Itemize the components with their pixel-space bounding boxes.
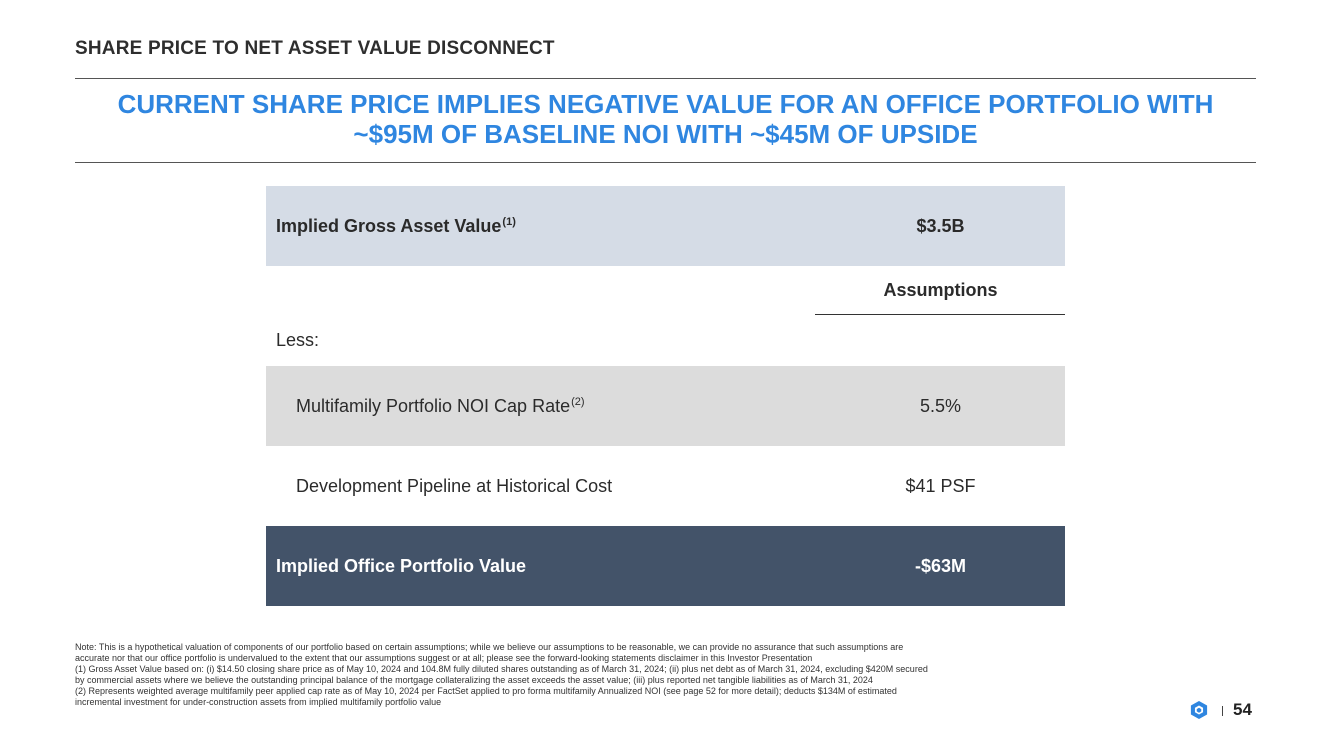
note-line: accurate nor that our office portfolio is undervalued to the extent that our assumptions suggest or at all; please see the forward-looking statements disclaimer in this Investor Presentation bbox=[75, 653, 813, 663]
note-line: (2) Represents weighted average multifamily peer applied cap rate as of May 10, 2024 per FactSet applied to pro forma multifamily Annualized NOI (see page 52 for more detail); deducts $134M of estimated bbox=[75, 686, 897, 696]
bottom-rule bbox=[75, 162, 1256, 163]
headline bbox=[75, 89, 1256, 149]
cap-rate-label bbox=[296, 396, 585, 417]
dev-pipeline-label: Development Pipeline at Historical Cost bbox=[296, 475, 613, 496]
footnotes bbox=[75, 642, 1185, 708]
cap-rate-value: 5.5% bbox=[919, 395, 962, 416]
section-title: SHARE PRICE TO NET ASSET VALUE DISCONNECT bbox=[75, 38, 555, 59]
footnote-ref-2: (2) bbox=[571, 395, 585, 408]
gross-asset-label-text: Implied Gross Asset Value bbox=[276, 215, 502, 236]
headline-line-1: CURRENT SHARE PRICE IMPLIES NEGATIVE VALUE FOR AN OFFICE PORTFOLIO WITH bbox=[117, 89, 1214, 119]
footnote-ref-1: (1) bbox=[502, 215, 516, 228]
row-office-portfolio-value bbox=[266, 526, 1065, 606]
row-gross-asset-value bbox=[266, 186, 1065, 266]
note-line: Note: This is a hypothetical valuation of components of our portfolio based on certain assumptions; while we believe our assumptions to be reasonable, we can provide no assurance that such assumptions are bbox=[75, 642, 904, 652]
office-value-label: Implied Office Portfolio Value bbox=[276, 555, 527, 576]
row-cap-rate bbox=[266, 366, 1065, 446]
gross-asset-label bbox=[276, 216, 516, 237]
note-line: incremental investment for under-construction assets from implied multifamily portfolio value bbox=[75, 697, 442, 707]
note-line: by commercial assets where we believe the outstanding principal balance of the mortgage collateralizing the asset exceeds the asset value; (iii) plus reported net tangible liabilities as of March 31, 2024 bbox=[75, 675, 873, 685]
cap-rate-label-text: Multifamily Portfolio NOI Cap Rate bbox=[296, 395, 571, 416]
page-footer bbox=[1190, 700, 1252, 720]
hexagon-logo-icon bbox=[1190, 700, 1208, 720]
valuation-table bbox=[266, 186, 1065, 606]
footer-separator bbox=[1222, 706, 1223, 716]
assumptions-header: Assumptions bbox=[883, 279, 998, 300]
top-rule bbox=[75, 78, 1256, 79]
less-label: Less: bbox=[276, 329, 320, 350]
note-line: (1) Gross Asset Value based on: (i) $14.50 closing share price as of May 10, 2024 and 104.8M fully diluted shares outstanding as of March 31, 2024; (ii) plus net debt as of March 31, 2024, excluding $420M secured bbox=[75, 664, 928, 674]
gross-asset-value: $3.5B bbox=[916, 215, 965, 236]
row-less bbox=[266, 314, 1065, 366]
row-assumptions-header bbox=[266, 266, 1065, 314]
headline-line-2: ~$95M OF BASELINE NOI WITH ~$45M OF UPSIDE bbox=[353, 119, 978, 149]
dev-pipeline-value: $41 PSF bbox=[905, 475, 976, 496]
office-value-value: -$63M bbox=[914, 555, 967, 576]
row-development-pipeline bbox=[266, 446, 1065, 526]
page-number: 54 bbox=[1233, 700, 1252, 719]
